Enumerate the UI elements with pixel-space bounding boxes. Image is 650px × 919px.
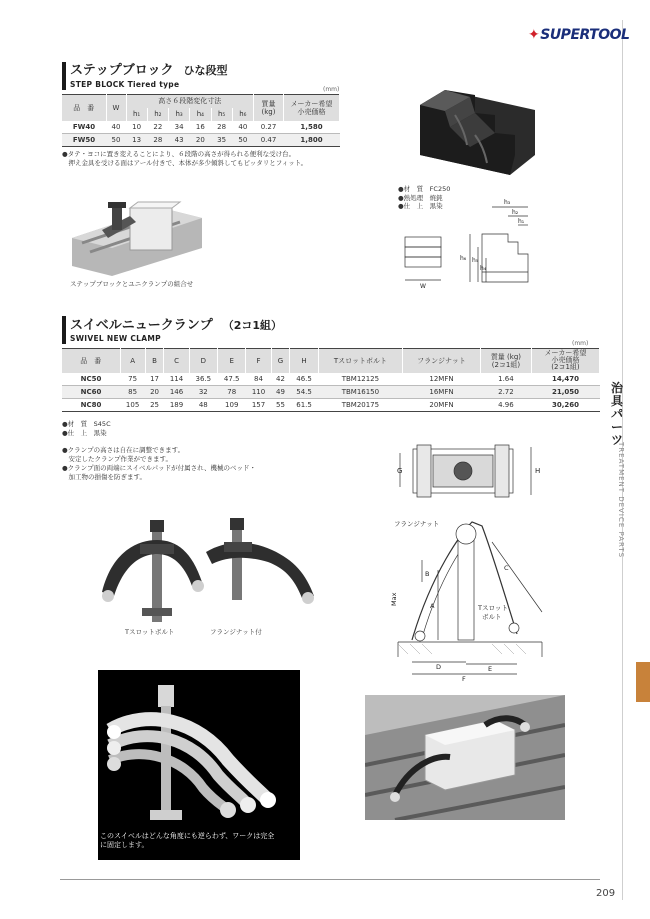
dim-h3: h₃ — [504, 199, 511, 206]
label-tslot-1: Tスロット — [478, 604, 508, 612]
cell-mass: 4.96 — [498, 401, 514, 409]
cell-h: 54.5 — [296, 388, 312, 396]
col-h5: h₅ — [211, 108, 232, 121]
col-item: 品 番 — [62, 349, 120, 373]
col-d: D — [189, 349, 217, 373]
cell-w: 40 — [111, 122, 121, 131]
col-e: E — [218, 349, 246, 373]
spec-heat: ●熱処理 焼鈍 — [398, 193, 443, 202]
cell-h4: 20 — [195, 136, 205, 144]
cell-mass: 0.47 — [260, 136, 277, 144]
cell-mass: 0.27 — [260, 122, 277, 131]
col-mass: 質量 (kg) (2コ1組) — [480, 349, 531, 373]
table-row — [62, 121, 340, 134]
dim-h4: h₄ — [480, 265, 487, 272]
col-c: C — [164, 349, 189, 373]
cell-tslot-bolt: TBM12125 — [341, 374, 380, 383]
cell-tslot-bolt: TBM20175 — [341, 401, 380, 409]
cell-price: 1,580 — [300, 122, 323, 131]
col-h1: h₁ — [126, 108, 147, 121]
dim-d: D — [436, 663, 442, 671]
swivel-material-spec — [62, 420, 111, 437]
cell-item: NC50 — [80, 374, 102, 383]
cell-f: 157 — [251, 401, 266, 409]
dim-h6: h₆ — [460, 255, 467, 262]
cell-h3: 34 — [174, 122, 184, 131]
col-h3: h₃ — [169, 108, 190, 121]
table-row — [62, 373, 600, 386]
cell-d: 32 — [198, 388, 208, 396]
step-block-english-title: STEP BLOCK Tiered type — [70, 80, 180, 89]
cell-flange-nut: 16MFN — [429, 388, 454, 396]
dim-w: W — [420, 283, 426, 290]
col-h4: h₄ — [190, 108, 211, 121]
brand-logo — [528, 27, 629, 43]
swivel-title — [70, 318, 282, 333]
cell-h6: 40 — [238, 122, 248, 131]
note-line: 安定したクランプ作業ができます。 — [62, 455, 172, 463]
spec-finish: ●仕 上 黒染 — [398, 202, 443, 210]
col-g: G — [271, 349, 290, 373]
step-block-title-text: ステップブロック — [70, 63, 174, 78]
step-block-title — [70, 63, 227, 78]
step-block-notes — [62, 150, 392, 168]
cell-item: FW40 — [72, 122, 96, 131]
table-row — [62, 386, 600, 399]
cell-b: 25 — [150, 401, 160, 409]
cell-h5: 28 — [217, 122, 227, 131]
caption-tslot-bolt: Tスロットボルト — [125, 628, 175, 636]
angle-photo-caption — [100, 832, 300, 850]
cell-price: 14,470 — [551, 374, 579, 383]
cell-h: 46.5 — [296, 374, 312, 383]
cell-d: 48 — [198, 401, 208, 409]
cell-a: 75 — [128, 374, 138, 383]
caption-line: に固定します。 — [100, 841, 149, 849]
cell-c: 114 — [169, 374, 184, 383]
dim-b: B — [425, 570, 430, 578]
cell-flange-nut: 20MFN — [429, 401, 454, 409]
swivel-subtitle: （2コ1組） — [222, 319, 283, 332]
page-number: 209 — [596, 888, 616, 899]
cell-h6: 50 — [238, 136, 248, 144]
dim-g: G — [397, 467, 403, 475]
cell-h1: 10 — [132, 122, 142, 131]
col-price: メーカー希望 小売価格 (2コ1組) — [531, 349, 599, 373]
note-line: ●クランプの高さは自在に調整できます。 — [62, 446, 185, 454]
col-heights: 高さ６段階変化寸法 — [126, 95, 254, 108]
cell-c: 189 — [169, 401, 184, 409]
note-line: ●クランプ面の両端にスイベルパッドが付属され、機械のベッド・ — [62, 464, 256, 472]
cell-e: 78 — [227, 388, 237, 396]
label-tslot-2: ボルト — [482, 613, 502, 621]
rail-category-label: 治具パーツ — [610, 381, 623, 447]
cell-price: 30,260 — [551, 401, 579, 409]
star-icon: ✦ — [528, 27, 540, 43]
swivel-application-photo — [365, 695, 565, 820]
cell-mass: 2.72 — [498, 388, 514, 396]
dim-a: A — [430, 602, 435, 610]
col-b: B — [145, 349, 164, 373]
caption-flange-nut: フランジナット付 — [210, 628, 262, 636]
spec-material: ●材 質 S45C — [62, 420, 111, 428]
dim-e: E — [488, 665, 493, 673]
cell-item: NC60 — [80, 388, 102, 396]
dim-h: H — [535, 467, 541, 475]
spec-finish: ●仕 上 黒染 — [62, 428, 107, 437]
col-flange-nut: フランジナット — [403, 349, 481, 373]
cell-c: 146 — [169, 388, 184, 396]
cell-h4: 16 — [195, 122, 205, 131]
step-block-photo-caption: ステップブロックとユニクランプの組合せ — [70, 280, 194, 288]
unit-label: (mm) — [323, 86, 340, 93]
col-tslot-bolt: Tスロットボルト — [318, 349, 402, 373]
col-w: W — [106, 95, 126, 121]
spec-material: ●材 質 FC250 — [398, 185, 451, 193]
cell-e: 47.5 — [223, 374, 240, 383]
col-mass: 質量 (kg) — [254, 95, 284, 121]
swivel-side-view-drawing — [392, 512, 557, 684]
swivel-notes — [62, 446, 256, 482]
table-row — [62, 399, 600, 412]
swivel-title-text: スイベルニュークランプ — [70, 318, 213, 333]
table-row — [62, 134, 340, 147]
cell-g: 49 — [276, 388, 285, 396]
cell-item: FW50 — [72, 136, 96, 144]
section-marker — [62, 62, 66, 90]
rail-category-english: TREATMENT DEVICE PARTS — [617, 442, 625, 559]
cell-h2: 22 — [153, 122, 163, 131]
cell-h2: 28 — [153, 136, 163, 144]
cell-f: 84 — [254, 374, 263, 383]
col-f: F — [246, 349, 271, 373]
caption-line: このスイベルはどんな角度にも逆らわず、ワークは完全 — [100, 832, 275, 840]
cell-g: 42 — [276, 374, 285, 383]
note-line: 押え金具を受ける面はアール付きで、本体が多少傾斜してもピッタリとフィット。 — [62, 159, 308, 167]
col-h: H — [290, 349, 318, 373]
label-max: Max — [390, 592, 398, 606]
cell-h3: 43 — [174, 136, 184, 144]
section-marker — [62, 316, 66, 344]
step-block-product-photo — [415, 85, 535, 180]
note-line: ●タテ・ヨコに置き変えることにより、６段階の高さが得られる便利な受け台。 — [62, 150, 296, 158]
index-tab — [636, 662, 650, 702]
col-h2: h₂ — [147, 108, 168, 121]
unit-label: (mm) — [572, 340, 589, 347]
step-block-dimension-drawing — [400, 192, 560, 292]
label-flange-nut: フランジナット — [394, 520, 440, 528]
footer-rule — [60, 879, 600, 880]
dim-f: F — [462, 675, 466, 683]
step-block-subtitle: ひな段型 — [183, 64, 228, 77]
step-block-clamp-photo — [72, 188, 202, 276]
swivel-angle-photo — [98, 670, 300, 860]
cell-flange-nut: 12MFN — [429, 374, 454, 383]
cell-tslot-bolt: TBM16150 — [341, 388, 380, 396]
cell-price: 21,050 — [551, 388, 579, 396]
dim-h2: h₂ — [512, 209, 519, 216]
dim-h5: h₅ — [472, 257, 479, 264]
cell-item: NC80 — [80, 401, 102, 409]
cell-a: 105 — [125, 401, 140, 409]
cell-mass: 1.64 — [498, 374, 514, 383]
cell-d: 36.5 — [195, 374, 212, 383]
swivel-clamp-photos — [92, 512, 322, 624]
dim-c: C — [504, 564, 509, 572]
cell-f: 110 — [251, 388, 266, 396]
cell-b: 20 — [150, 388, 160, 396]
col-h6: h₆ — [232, 108, 253, 121]
cell-h: 61.5 — [296, 401, 312, 409]
cell-a: 85 — [128, 388, 138, 396]
cell-h1: 13 — [132, 136, 142, 144]
step-block-spec-table — [62, 94, 340, 147]
cell-g: 55 — [276, 401, 285, 409]
cell-b: 17 — [150, 374, 160, 383]
brand-logo-text: SUPERTOOL — [540, 27, 630, 43]
cell-price: 1,800 — [300, 136, 323, 144]
col-price: メーカー希望 小売価格 — [284, 95, 340, 121]
col-item: 品 番 — [62, 95, 106, 121]
cell-w: 50 — [111, 136, 121, 144]
cell-h5: 35 — [217, 136, 227, 144]
cell-e: 109 — [225, 401, 239, 409]
note-line: 加工物の損傷を防ぎます。 — [62, 473, 146, 481]
swivel-top-view-drawing — [395, 435, 545, 510]
col-a: A — [120, 349, 145, 373]
swivel-english-title: SWIVEL NEW CLAMP — [70, 334, 161, 343]
dim-h1: h₁ — [518, 218, 525, 225]
swivel-spec-table — [62, 348, 600, 412]
